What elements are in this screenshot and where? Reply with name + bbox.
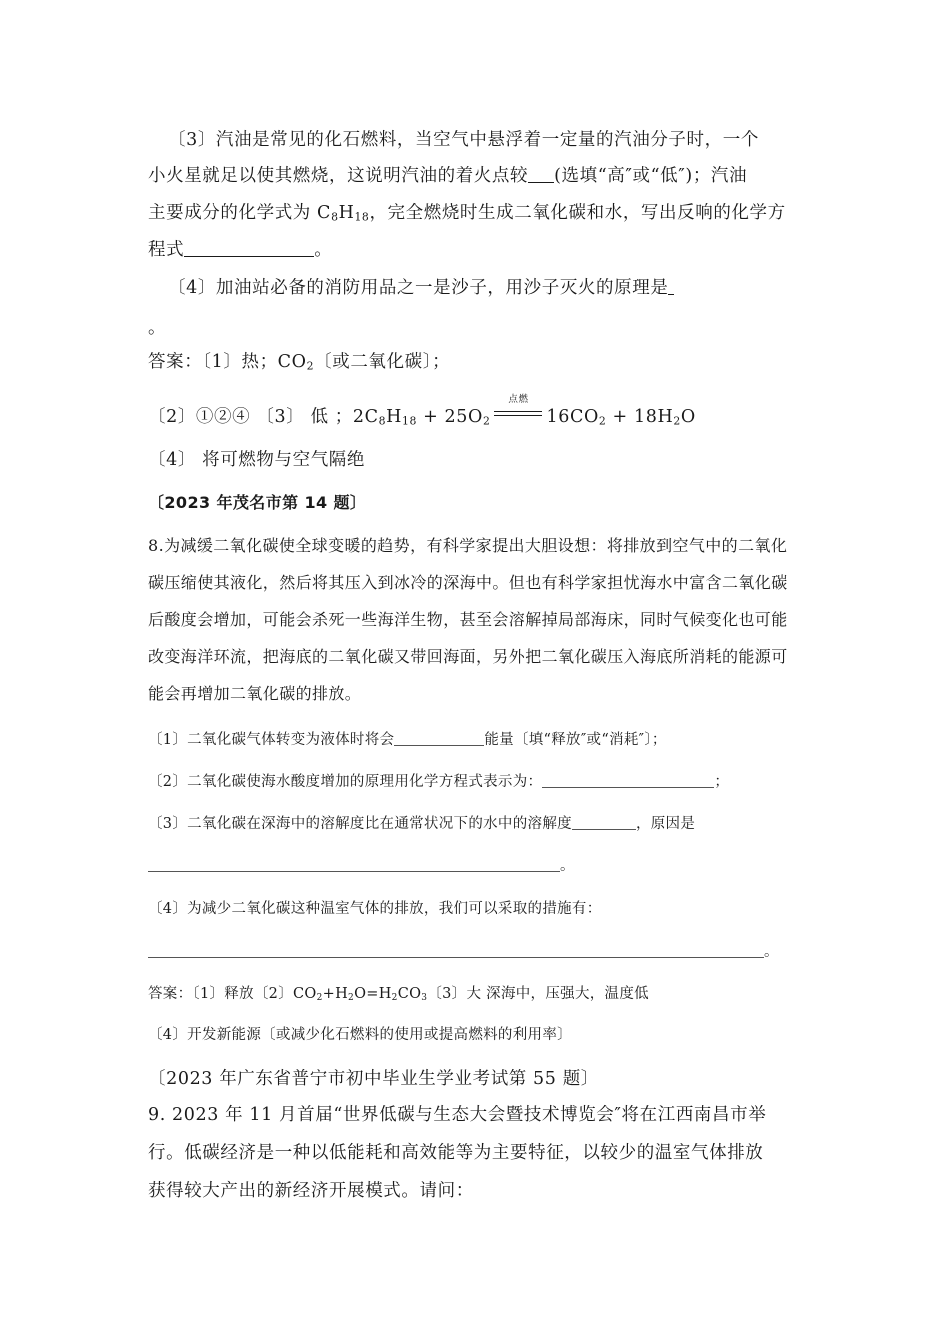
q7-answer-line2: 〔2〕①②④ 〔3〕 低 ；$2C_8H_{18} + 25O_2$ 点燃 $16CO_2 + 18H_2O$ — [148, 403, 696, 428]
answer-blank[interactable] — [394, 731, 484, 747]
q8-stem-line4: 改变海洋环流，把海底的二氧化碳又带回海面，另外把二氧化碳压入海底所消耗的能源可 — [148, 647, 788, 666]
q7-part3-line1: 〔3〕汽油是常见的化石燃料，当空气中悬浮着一定量的汽油分子时，一个 — [168, 130, 759, 150]
q8-part4-answer-line: 。 — [148, 940, 779, 961]
reaction-condition-label: 点燃 — [508, 394, 529, 405]
q8-source-heading: 〔2023 年茂名市第 14 题〕 — [148, 493, 367, 512]
q9-line2: 行。低碳经济是一种以低能耗和高效能等为主要特征，以较少的温室气体排放 — [148, 1143, 764, 1163]
reaction-condition-arrow — [492, 394, 544, 424]
q8-stem-line3: 后酸度会增加，可能会杀死一些海洋生物，甚至会溶解掉局部海床，同时气候变化也可能 — [148, 610, 788, 629]
q8-answer-line1: 答案：〔1〕释放〔2〕$CO_2+H_2O=H_2CO_3$〔3〕大 深海中，压强大，温度低 — [148, 986, 649, 1004]
reason-blank[interactable] — [148, 857, 560, 873]
q8-part2: 〔2〕二氧化碳使海水酸度增加的原理用化学方程式表示为： ； — [148, 774, 730, 790]
answer-blank[interactable] — [528, 165, 554, 184]
measures-blank[interactable] — [148, 943, 764, 959]
q7-answer-line1: 答案：〔1〕热；$CO_2$〔或二氧化碳〕； — [148, 352, 451, 373]
q7-answer-line3: 〔4〕 将可燃物与空气隔绝 — [148, 450, 365, 470]
q8-answer-line2: 〔4〕开发新能源〔或减少化石燃料的使用或提高燃料的利用率〕 — [148, 1027, 572, 1043]
q8-stem-line5: 能会再增加二氧化碳的排放。 — [148, 684, 362, 703]
answer-blank[interactable] — [572, 815, 636, 831]
q7-part4-line1: 〔4〕加油站必备的消防用品之一是沙子，用沙子灭火的原理是 — [168, 274, 674, 299]
q9-source-heading: 〔2023 年广东省普宁市初中毕业生学业考试第 55 题〕 — [148, 1069, 599, 1089]
q8-part4: 〔4〕为减少二氧化碳这种温室气体的排放，我们可以采取的措施有： — [148, 901, 602, 917]
equation-blank[interactable] — [542, 773, 714, 789]
q8-part3: 〔3〕二氧化碳在深海中的溶解度比在通常状况下的水中的溶解度 ，原因是 — [148, 816, 696, 832]
q8-stem-line2: 碳压缩使其液化，然后将其压入到冰冷的深海中。但也有科学家担忧海水中富含二氧化碳 — [148, 573, 788, 592]
q9-line3: 获得较大产出的新经济开展模式。请问： — [148, 1181, 474, 1201]
q7-part3-line4: 程式 。 — [148, 240, 333, 260]
q9-line1: 9. 2023 年 11 月首届“世界低碳与生态大会暨技术博览会″将在江西南昌市举 — [148, 1105, 767, 1125]
answer-blank[interactable] — [668, 277, 674, 296]
q8-part3-reason: 。 — [148, 854, 575, 875]
q8-part1: 〔1〕二氧化碳气体转变为液体时将会 能量〔填“释放″或“消耗″〕； — [148, 732, 667, 748]
q7-part3-line2: 小火星就足以使其燃烧，这说明汽油的着火点较 (选填“高″或“低″)；汽油 — [148, 166, 748, 186]
equation-blank[interactable] — [184, 239, 314, 258]
q7-part4-line2: 。 — [148, 318, 167, 338]
q7-part3-line3: 主要成分的化学式为 $C_8H_{18}$，完全燃烧时生成二氧化碳和水，写出反响的化学方 — [148, 203, 786, 224]
q8-stem-line1: 8.为减缓二氧化碳使全球变暖的趋势，有科学家提出大胆设想：将排放到空气中的二氧化 — [148, 536, 788, 555]
